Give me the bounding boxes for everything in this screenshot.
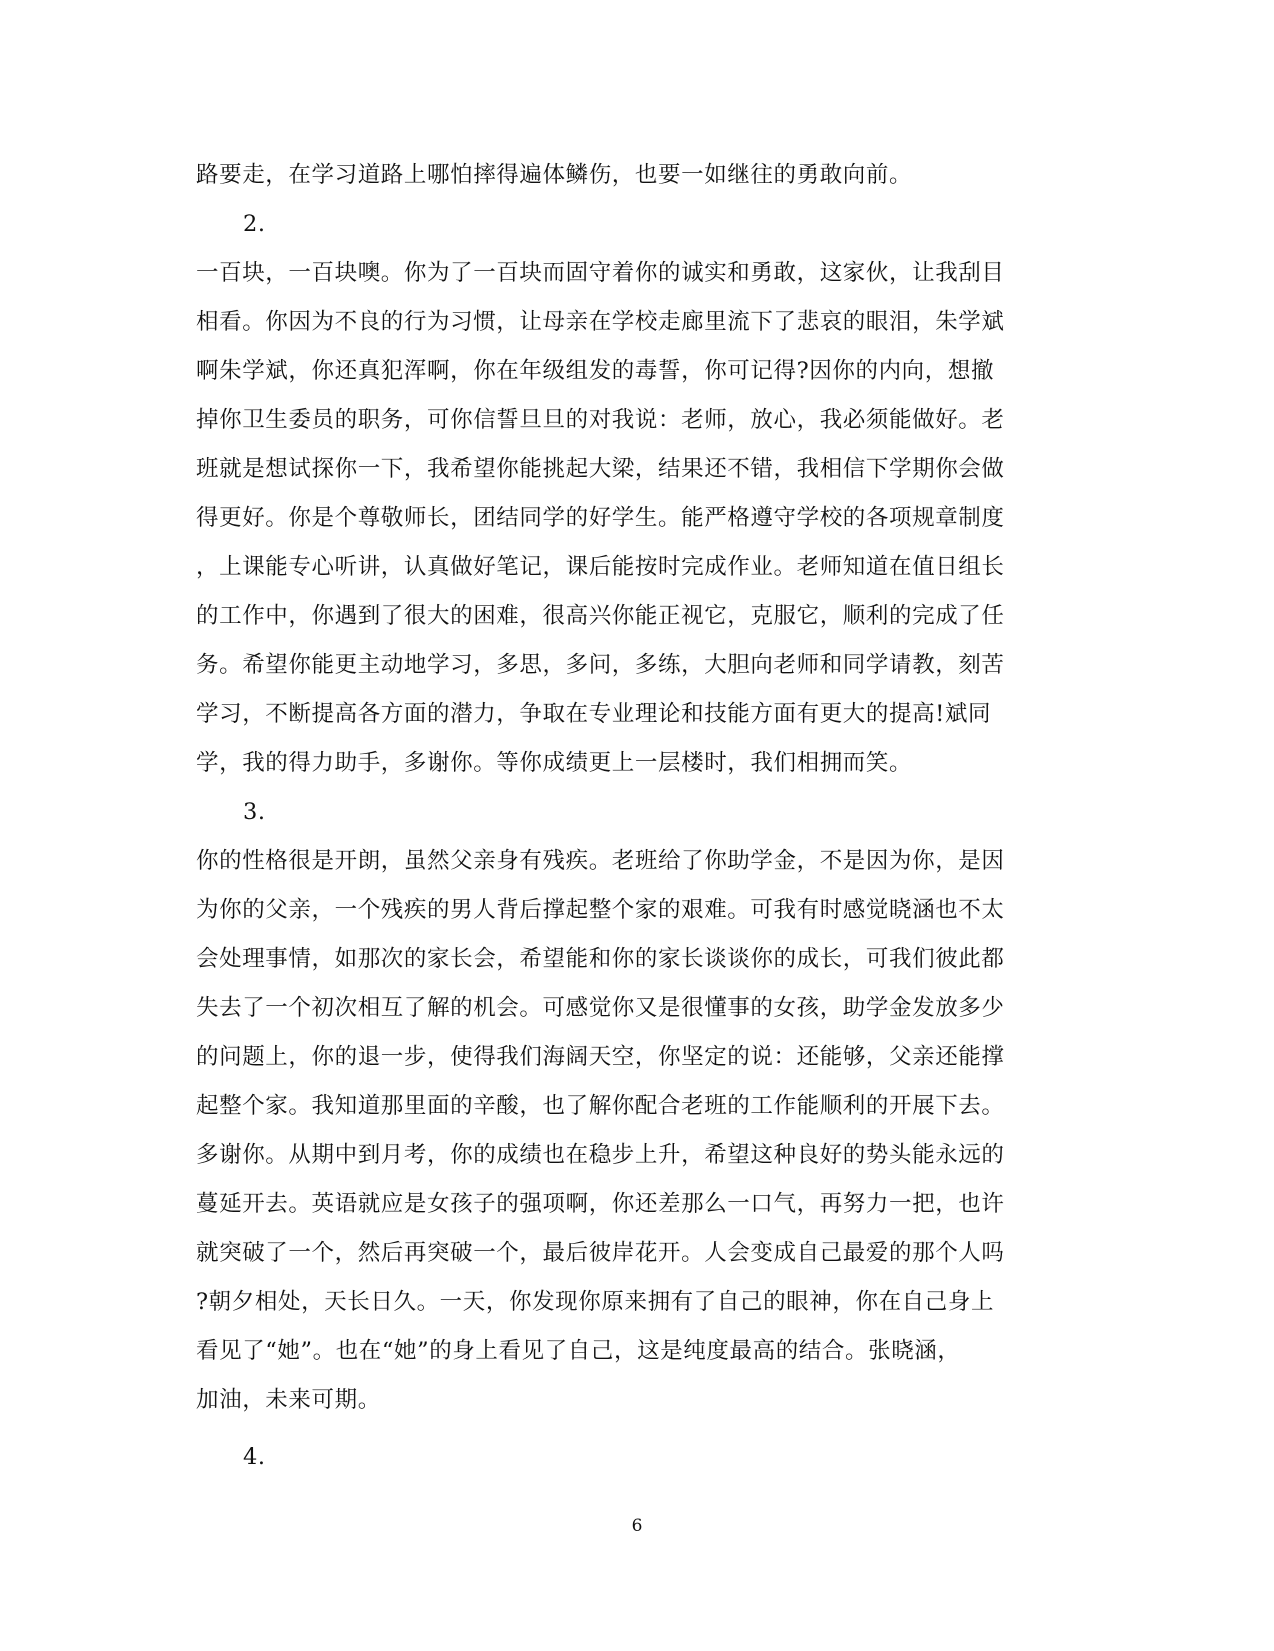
section-2-line-10: 学习，不断提高各方面的潜力，争取在专业理论和技能方面有更大的提高!斌同 xyxy=(196,701,992,727)
section-3-line-8: 蔓延开去。英语就应是女孩子的强项啊，你还差那么一口气，再努力一把，也许 xyxy=(196,1191,1005,1217)
intro-line: 路要走，在学习道路上哪怕摔得遍体鳞伤，也要一如继往的勇敢向前。 xyxy=(196,162,913,188)
section-2-line-7: ，上课能专心听讲，认真做好笔记，课后能按时完成作业。老师知道在值日组长 xyxy=(196,554,1005,580)
section-number: 4. xyxy=(243,1444,266,1470)
section-3-line-5: 的问题上，你的退一步，使得我们海阔天空，你坚定的说：还能够，父亲还能撑 xyxy=(196,1044,1005,1070)
section-number: 3. xyxy=(243,799,266,825)
section-3-line-9: 就突破了一个，然后再突破一个，最后彼岸花开。人会变成自己最爱的那个人吗 xyxy=(196,1240,1005,1266)
section-2-line-9: 务。希望你能更主动地学习，多思，多问，多练，大胆向老师和同学请教，刻苦 xyxy=(196,652,1005,678)
section-3-line-4: 失去了一个初次相互了解的机会。可感觉你又是很懂事的女孩，助学金发放多少 xyxy=(196,995,1005,1021)
section-3-line-3: 会处理事情，如那次的家长会，希望能和你的家长谈谈你的成长，可我们彼此都 xyxy=(196,946,1005,972)
section-2-line-8: 的工作中，你遇到了很大的困难，很高兴你能正视它，克服它，顺利的完成了任 xyxy=(196,603,1005,629)
section-3-line-6: 起整个家。我知道那里面的辛酸，也了解你配合老班的工作能顺利的开展下去。 xyxy=(196,1093,1005,1119)
section-2-line-2: 相看。你因为不良的行为习惯，让母亲在学校走廊里流下了悲哀的眼泪，朱学斌 xyxy=(196,309,1005,335)
document-body xyxy=(196,151,1074,1482)
section-3-line-12: 加油，未来可期。 xyxy=(196,1387,381,1413)
section-2-line-11: 学，我的得力助手，多谢你。等你成绩更上一层楼时，我们相拥而笑。 xyxy=(196,750,913,776)
section-2-line-4: 掉你卫生委员的职务，可你信誓旦旦的对我说：老师，放心，我必须能做好。老 xyxy=(196,407,1005,433)
section-2-line-6: 得更好。你是个尊敬师长，团结同学的好学生。能严格遵守学校的各项规章制度 xyxy=(196,505,1005,531)
section-3-line-1: 你的性格很是开朗，虽然父亲身有残疾。老班给了你助学金，不是因为你，是因 xyxy=(196,848,1005,874)
section-2-line-3: 啊朱学斌，你还真犯浑啊，你在年级组发的毒誓，你可记得?因你的内向，想撤 xyxy=(196,358,995,384)
section-3-line-2: 为你的父亲，一个残疾的男人背后撑起整个家的艰难。可我有时感觉晓涵也不太 xyxy=(196,897,1005,923)
section-3-line-10: ?朝夕相处，天长日久。一天，你发现你原来拥有了自己的眼神，你在自己身上 xyxy=(196,1289,995,1315)
page-number: 6 xyxy=(631,1516,643,1536)
section-3-line-7: 多谢你。从期中到月考，你的成绩也在稳步上升，希望这种良好的势头能永远的 xyxy=(196,1142,1005,1168)
section-3-line-11: 看见了“她”。也在“她”的身上看见了自己，这是纯度最高的结合。张晓涵， xyxy=(196,1338,961,1364)
section-number: 2. xyxy=(243,211,266,237)
section-2-line-1: 一百块，一百块噢。你为了一百块而固守着你的诚实和勇敢，这家伙，让我刮目 xyxy=(196,260,1005,286)
section-2-line-5: 班就是想试探你一下，我希望你能挑起大梁，结果还不错，我相信下学期你会做 xyxy=(196,456,1005,482)
